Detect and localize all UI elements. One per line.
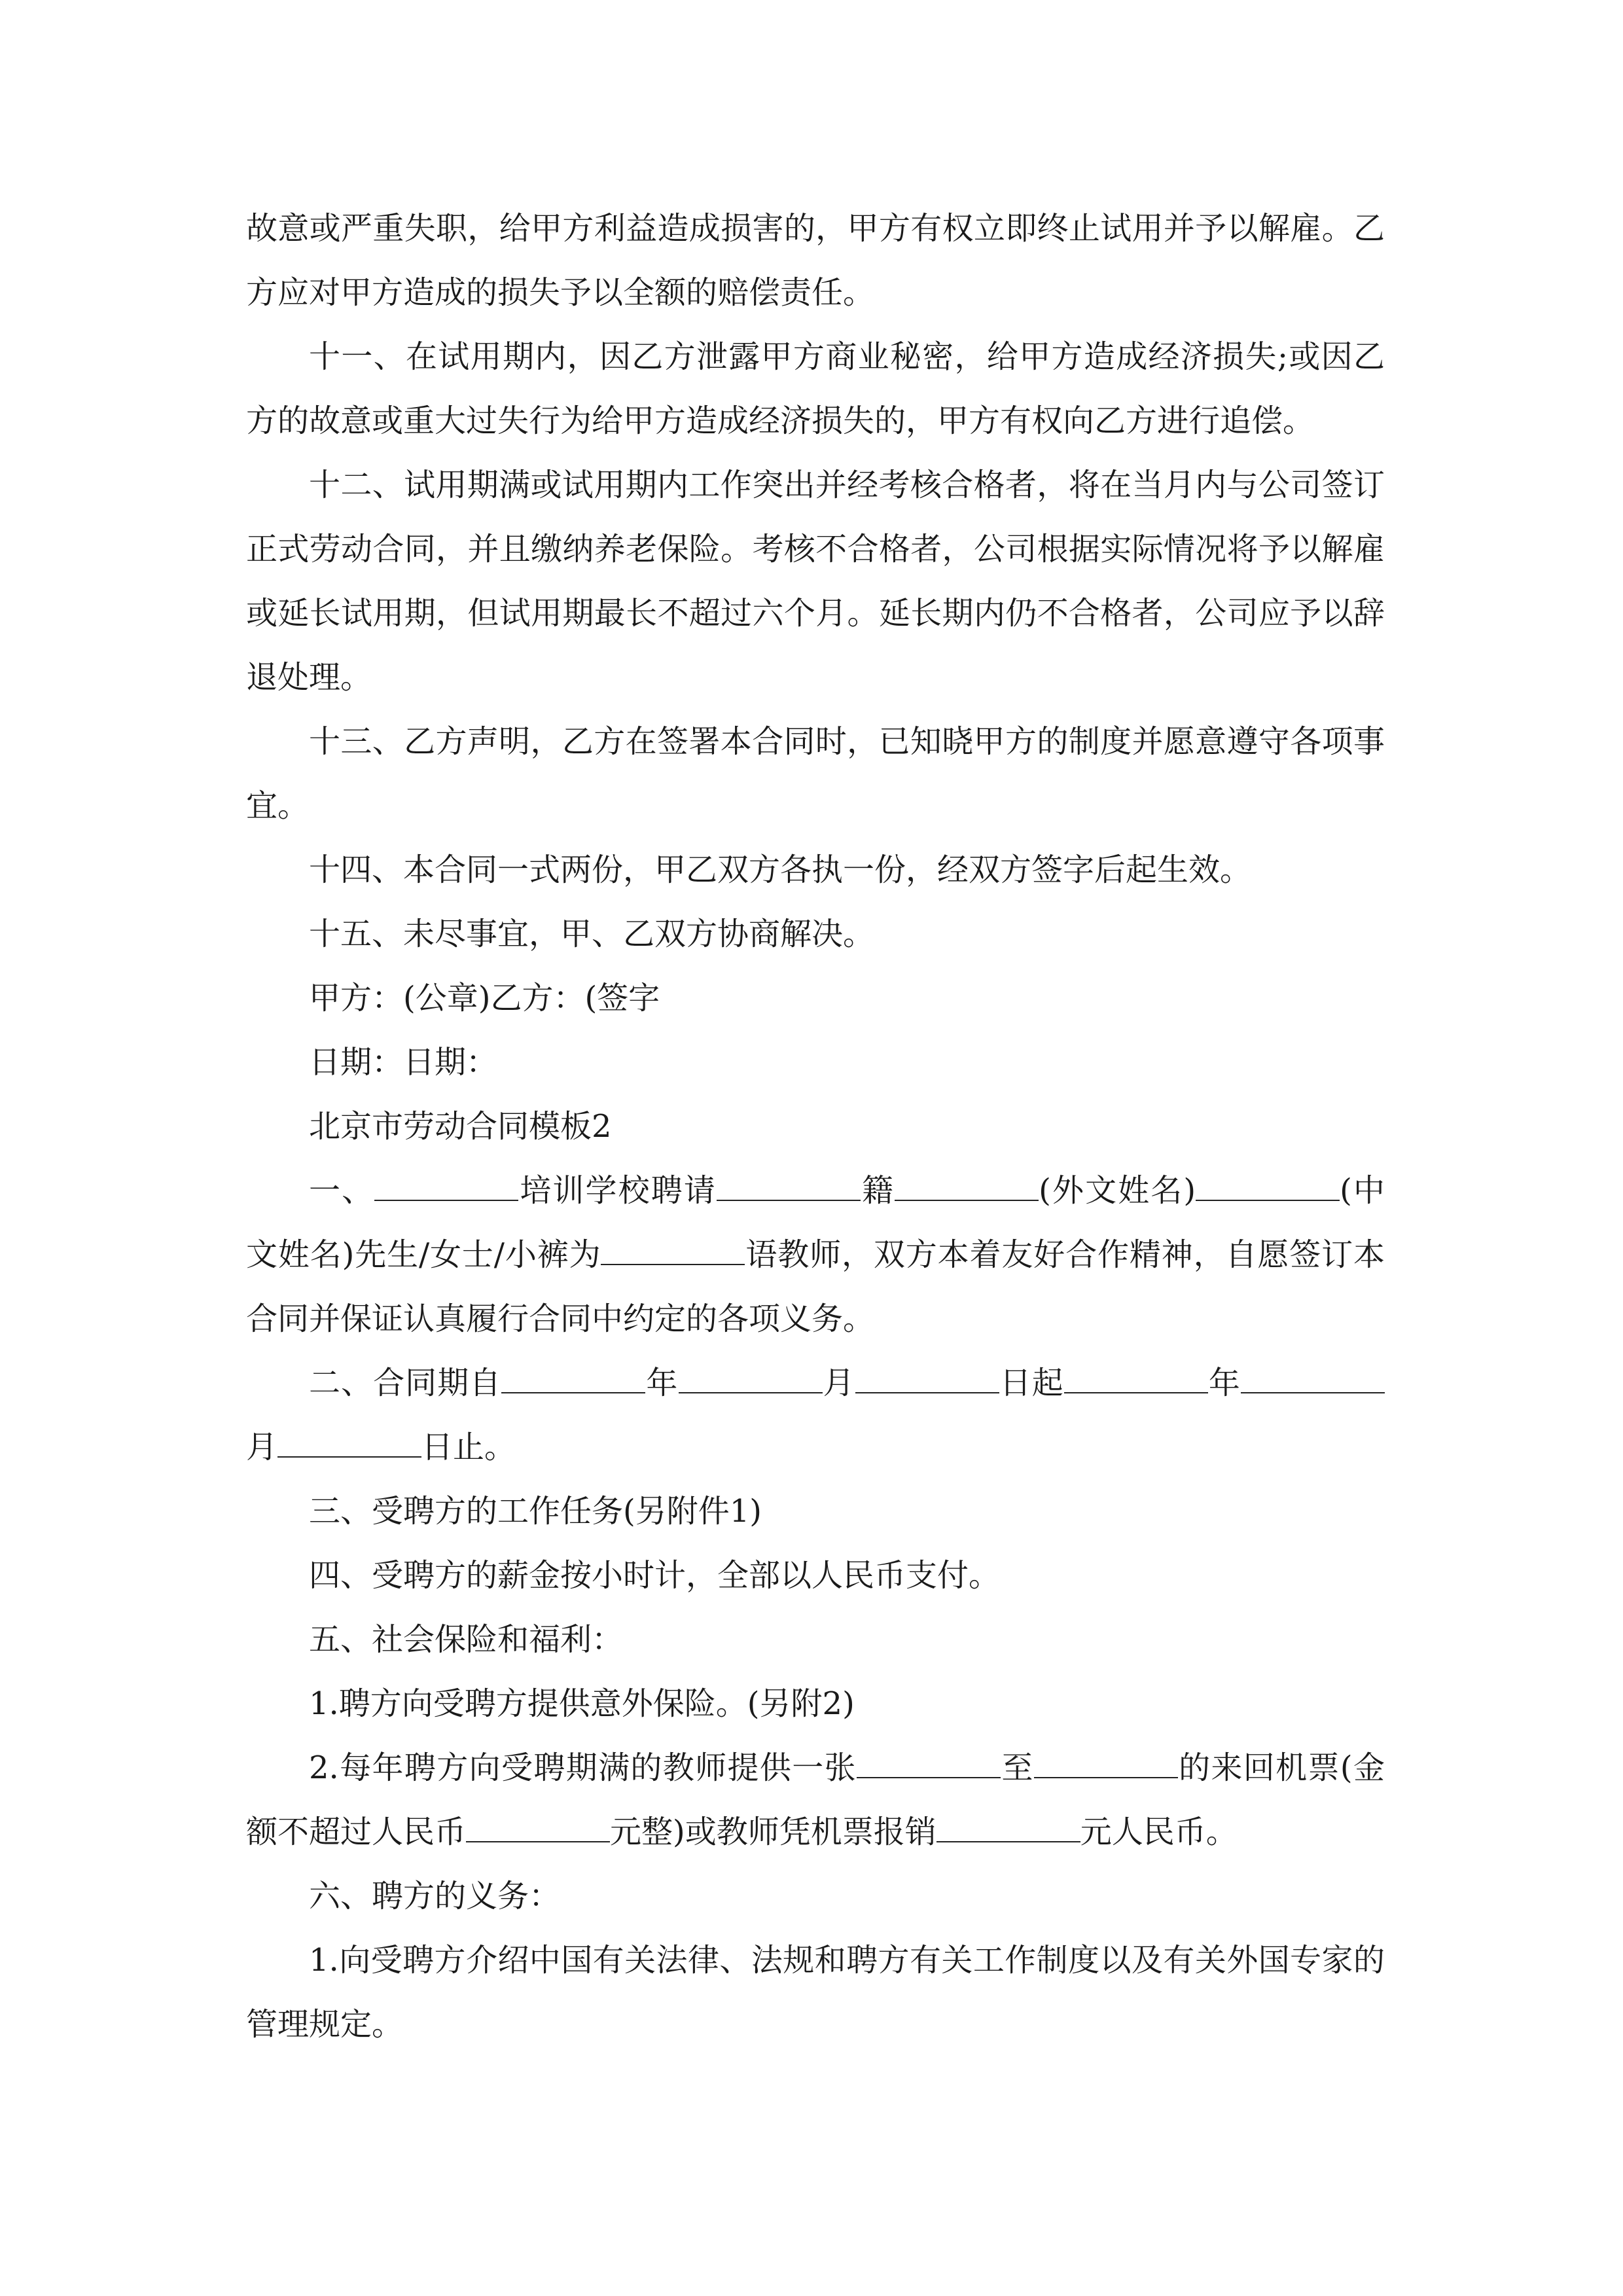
blank-field[interactable] <box>601 1238 745 1265</box>
blank-field[interactable] <box>1241 1366 1385 1393</box>
clause-11: 十一、在试用期内，因乙方泄露甲方商业秘密，给甲方造成经济损失;或因乙方的故意或重大过失行为给甲方造成经济损失的，甲方有权向乙方进行追偿。 <box>246 338 1385 439</box>
template2-clause-6-item-1: 1.向受聘方介绍中国有关法律、法规和聘方有关工作制度以及有关外国专家的管理规定。 <box>246 1942 1385 2043</box>
clause-13: 十三、乙方声明，乙方在签署本合同时，已知晓甲方的制度并愿意遵守各项事宜。 <box>246 723 1385 824</box>
blank-field[interactable] <box>936 1815 1080 1842</box>
blank-field[interactable] <box>277 1430 421 1458</box>
blank-field[interactable] <box>501 1366 645 1393</box>
blank-field[interactable] <box>374 1174 518 1201</box>
blank-field[interactable] <box>466 1815 610 1842</box>
template2-clause-3: 三、受聘方的工作任务(另附件1) <box>309 1493 762 1530</box>
template2-clause-5: 五、社会保险和福利： <box>309 1621 624 1658</box>
blank-field[interactable] <box>717 1174 861 1201</box>
blank-field[interactable] <box>1196 1174 1340 1201</box>
template2-clause-1: 一、 培训学校聘请 籍 (外文姓名) (中文姓名)先生/女士/小裤为 语教师，双方本着友好合作精神，自愿签订本合同并保证认真履行合同中约定的各项义务。 <box>246 1172 1385 1337</box>
blank-field[interactable] <box>855 1366 999 1393</box>
blank-field[interactable] <box>895 1174 1039 1201</box>
template2-clause-5-item-2: 2.每年聘方向受聘期满的教师提供一张 至 的来回机票(金额不超过人民币 元整)或教师凭机票报销 元人民币。 <box>246 1749 1385 1850</box>
template2-clause-6: 六、聘方的义务： <box>309 1878 561 1914</box>
template2-clause-2: 二、合同期自 年 月 日起 年月 日止。 <box>246 1351 1385 1479</box>
blank-field[interactable] <box>857 1751 1001 1778</box>
blank-field[interactable] <box>679 1366 823 1393</box>
blank-field[interactable] <box>1034 1751 1178 1778</box>
signature-line: 甲方：(公章)乙方：(签字 <box>309 980 660 1016</box>
clause-12: 十二、试用期满或试用期内工作突出并经考核合格者，将在当月内与公司签订正式劳动合同，并且缴纳养老保险。考核不合格者，公司根据实际情况将予以解雇或延长试用期，但试用期最长不超过六个月。延长期内仍不合格者，公司应予以辞退处理。 <box>246 467 1385 696</box>
date-line: 日期：日期： <box>309 1044 498 1081</box>
template-title: 北京市劳动合同模板2 <box>309 1108 612 1145</box>
paragraph-continuation: 故意或严重失职，给甲方利益造成损害的，甲方有权立即终止试用并予以解雇。乙方应对甲方造成的损失予以全额的赔偿责任。 <box>246 210 1385 311</box>
template2-clause-4: 四、受聘方的薪金按小时计，全部以人民币支付。 <box>309 1557 1001 1594</box>
template2-clause-5-item-1: 1.聘方向受聘方提供意外保险。(另附2) <box>309 1685 855 1722</box>
blank-field[interactable] <box>1064 1366 1208 1393</box>
clause-14: 十四、本合同一式两份，甲乙双方各执一份，经双方签字后起生效。 <box>309 852 1252 888</box>
clause-15: 十五、未尽事宜，甲、乙双方协商解决。 <box>309 916 875 952</box>
document-body <box>246 196 1385 2056</box>
